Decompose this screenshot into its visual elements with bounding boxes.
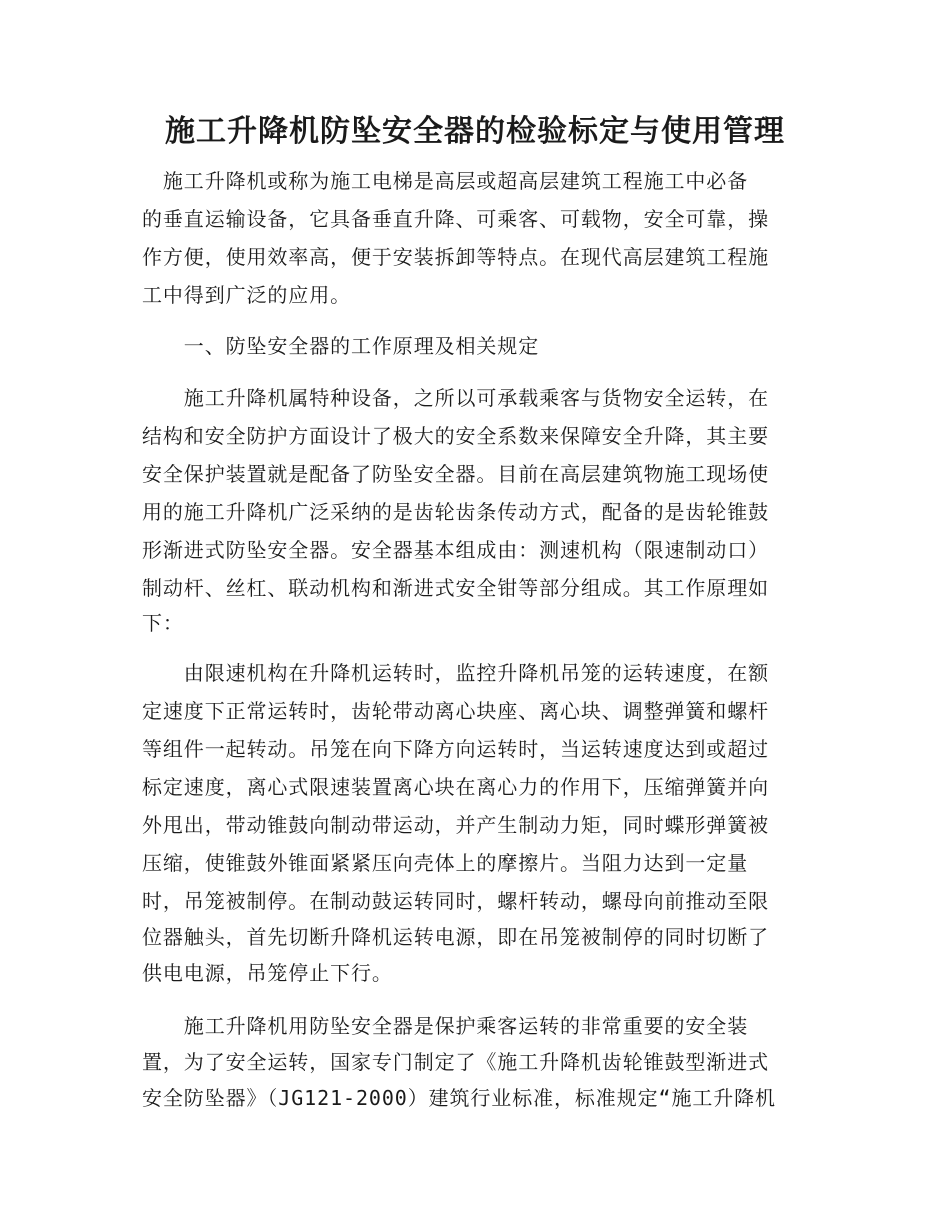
paragraph-line: 施工升降机用防坠安全器是保护乘客运转的非常重要的安全装 <box>142 1014 749 1038</box>
paragraph-line: 置，为了安全运转，国家专门制定了《施工升降机齿轮锥鼓型渐进式 <box>142 1050 769 1074</box>
paragraph-line: 作方便，使用效率高，便于安装拆卸等特点。在现代高层建筑工程施 <box>142 245 769 269</box>
paragraph-line: 施工升降机属特种设备，之所以可承载乘客与货物安全运转，在 <box>142 386 769 410</box>
paragraph-line: 由限速机构在升降机运转时，监控升降机吊笼的运转速度，在额 <box>142 661 769 685</box>
paragraph-line: 结构和安全防护方面设计了极大的安全系数来保障安全升降，其主要 <box>142 424 769 448</box>
paragraph-line: 形渐进式防坠安全器。安全器基本组成由：测速机构（限速制动口） <box>142 538 769 562</box>
paragraph-line: 供电电源，吊笼停止下行。 <box>142 961 393 985</box>
paragraph-line: 安全防坠器》（JG121-2000）建筑行业标准，标准规定“施工升降机 <box>142 1086 776 1110</box>
paragraph-line: 时，吊笼被制停。在制动鼓运转同时，螺杆转动，螺母向前推动至限 <box>142 889 769 913</box>
paragraph-line: 定速度下正常运转时，齿轮带动离心块座、离心块、调整弹簧和螺杆 <box>142 699 769 723</box>
paragraph-line: 工中得到广泛的应用。 <box>142 283 351 307</box>
paragraph-line: 施工升降机或称为施工电梯是高层或超高层建筑工程施工中必备 <box>142 169 749 193</box>
paragraph-line: 安全保护装置就是配备了防坠安全器。目前在高层建筑物施工现场使 <box>142 462 769 486</box>
paragraph-line: 制动杆、丝杠、联动机构和渐进式安全钳等部分组成。其工作原理如 <box>142 576 769 600</box>
paragraph-line: 下： <box>142 611 184 635</box>
paragraph-line: 等组件一起转动。吊笼在向下降方向运转时，当运转速度达到或超过 <box>142 737 769 761</box>
paragraph-line: 外甩出，带动锥鼓向制动带运动，并产生制动力矩，同时蝶形弹簧被 <box>142 813 769 837</box>
document-title: 施工升降机防坠安全器的检验标定与使用管理 <box>165 114 785 149</box>
paragraph-line: 位器触头，首先切断升降机运转电源，即在吊笼被制停的同时切断了 <box>142 925 769 949</box>
paragraph-line: 用的施工升降机广泛采纳的是齿轮齿条传动方式，配备的是齿轮锥鼓 <box>142 500 769 524</box>
paragraph-line: 的垂直运输设备，它具备垂直升降、可乘客、可载物，安全可靠，操 <box>142 207 769 231</box>
section-heading: 一、防坠安全器的工作原理及相关规定 <box>142 334 540 358</box>
paragraph-line: 压缩，使锥鼓外锥面紧紧压向壳体上的摩擦片。当阻力达到一定量 <box>142 851 749 875</box>
paragraph-line: 标定速度，离心式限速装置离心块在离心力的作用下，压缩弹簧并向 <box>142 775 769 799</box>
